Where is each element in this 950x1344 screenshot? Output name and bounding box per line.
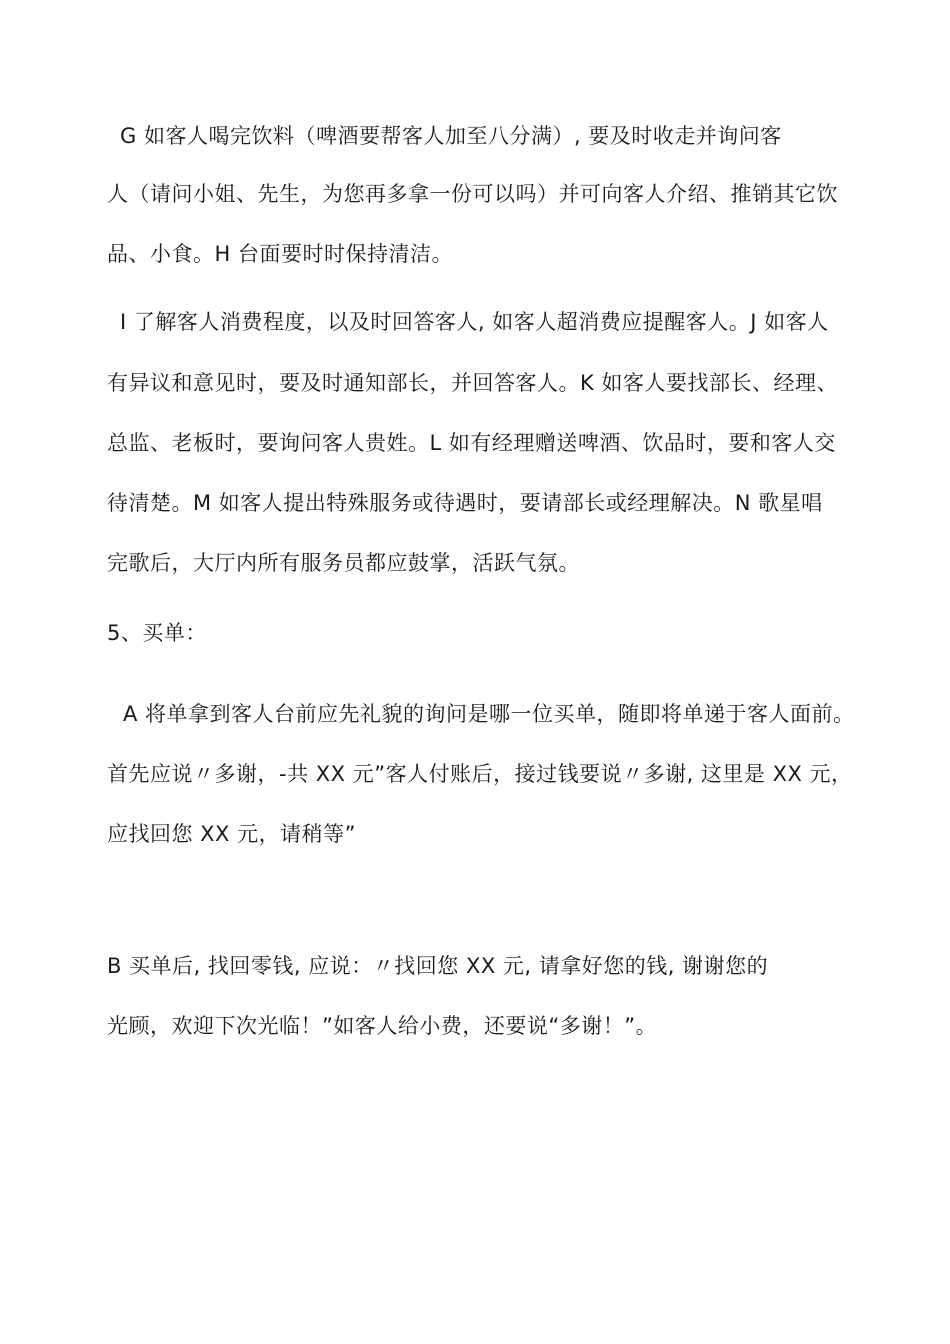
paragraph-a-line-3: 应找回您 XX 元，请稍等” [107, 822, 357, 846]
paragraph-b-line-2: 光顾，欢迎下次光临！”如客人给小费，还要说“多谢！”。 [107, 1014, 658, 1038]
paragraph-a-line-1: A 将单拿到客人台前应先礼貌的询问是哪一位买单，随即将单递于客人面前。 [123, 702, 855, 726]
paragraph-g-line-3: 品、小食。H 台面要时时保持清洁。 [107, 242, 453, 266]
paragraph-g-line-2: 人（请问小姐、先生，为您再多拿一份可以吗）并可向客人介绍、推销其它饮 [107, 182, 838, 206]
paragraph-b-line-1: B 买单后, 找回零钱, 应说：〃找回您 XX 元, 请拿好您的钱, 谢谢您的 [107, 954, 769, 978]
paragraph-i-line-4: 待清楚。M 如客人提出特殊服务或待遇时，要请部长或经理解决。N 歌星唱 [107, 491, 823, 515]
paragraph-i-line-2: 有异议和意见时，要及时通知部长，并回答客人。K 如客人要找部长、经理、 [107, 371, 838, 395]
paragraph-i-line-3: 总监、老板时，要询问客人贵姓。L 如有经理赠送啤酒、饮品时，要和客人交 [107, 431, 836, 455]
paragraph-i-line-5: 完歌后，大厅内所有服务员都应鼓掌，活跃气氛。 [107, 551, 580, 575]
section-heading-checkout: 5、买单： [107, 621, 207, 645]
paragraph-a-line-2: 首先应说〃多谢，-共 XX 元”客人付账后，接过钱要说〃多谢, 这里是 XX 元， [107, 762, 853, 786]
paragraph-g-line-1: G 如客人喝完饮料（啤酒要帮客人加至八分满）, 要及时收走并询问客 [120, 124, 782, 148]
paragraph-i-line-1: I 了解客人消费程度，以及时回答客人, 如客人超消费应提醒客人。J 如客人 [120, 310, 829, 334]
